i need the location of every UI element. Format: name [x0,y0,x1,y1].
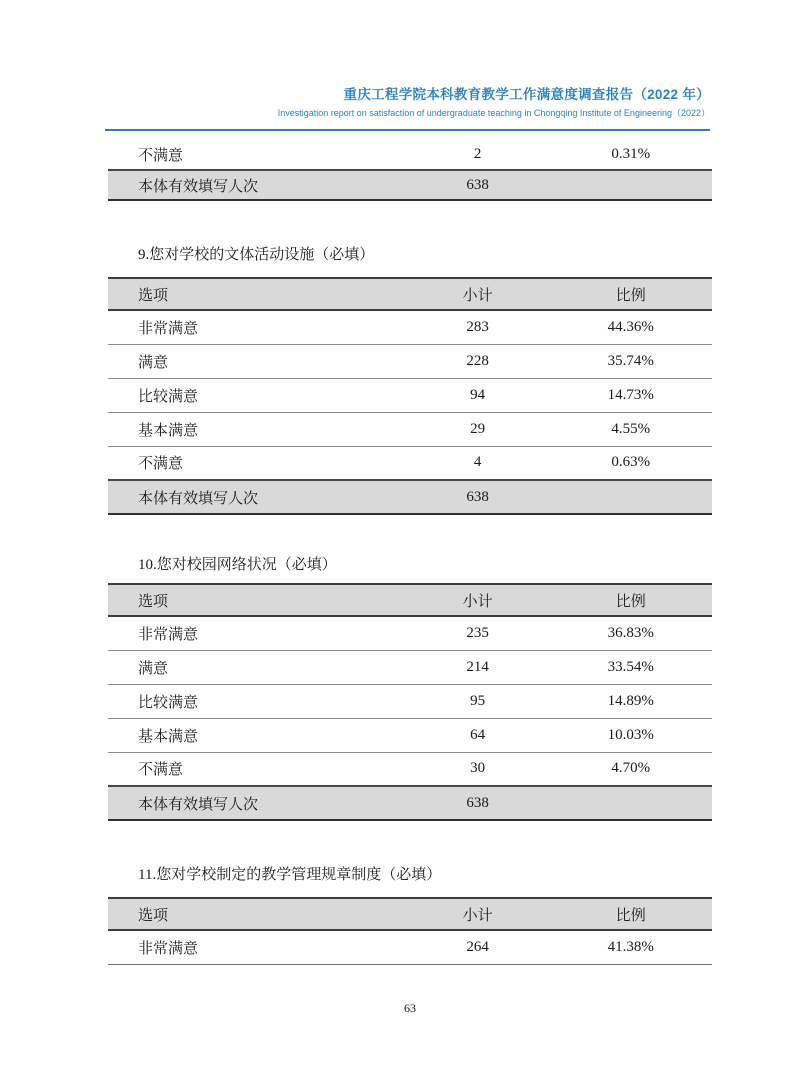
table-row [108,752,712,786]
column-header-percent: 比例 [550,584,712,616]
option-cell: 本体有效填写人次 [108,170,406,200]
count-cell: 95 [406,684,550,718]
count-cell: 235 [406,616,550,650]
page-number: 63 [404,1001,416,1015]
table-header-row [108,584,712,616]
column-header-count: 小计 [406,898,550,930]
count-cell: 264 [406,930,550,964]
option-cell: 非常满意 [108,930,406,964]
option-cell: 满意 [108,650,406,684]
report-title-en: Investigation report on satisfaction of undergraduate teaching in Chongqing Institute of Engineering（2022） [277,108,710,118]
column-header-option: 选项 [108,898,406,930]
question-title-11: 11.您对学校制定的教学管理规章制度（必填） [138,867,442,883]
count-cell: 638 [406,786,550,820]
table-total-row [108,786,712,820]
percent-cell [550,786,712,820]
count-cell: 94 [406,378,550,412]
percent-cell: 14.89% [550,684,712,718]
percent-cell: 14.73% [550,378,712,412]
table-row [108,930,712,964]
table-row [108,684,712,718]
option-cell: 不满意 [108,140,406,170]
option-cell: 比较满意 [108,378,406,412]
header-rule [105,129,710,131]
percent-cell: 41.38% [550,930,712,964]
count-cell: 283 [406,310,550,344]
table-total-row [108,170,712,200]
percent-cell [550,170,712,200]
option-cell: 比较满意 [108,684,406,718]
question-9-table [108,277,712,515]
question-10-table [108,583,712,821]
question-11-table [108,897,712,965]
percent-cell: 4.70% [550,752,712,786]
table-header-row [108,278,712,310]
column-header-option: 选项 [108,278,406,310]
table-row [108,412,712,446]
option-cell: 基本满意 [108,412,406,446]
question-title-10: 10.您对校园网络状况（必填） [138,557,337,573]
count-cell: 29 [406,412,550,446]
table-row [108,650,712,684]
question-title-9: 9.您对学校的文体活动设施（必填） [138,247,375,263]
table-total-row [108,480,712,514]
table-row [108,310,712,344]
option-cell: 非常满意 [108,616,406,650]
table-header-row [108,898,712,930]
table-row [108,378,712,412]
table-row [108,344,712,378]
percent-cell: 0.63% [550,446,712,480]
option-cell: 不满意 [108,752,406,786]
option-cell: 不满意 [108,446,406,480]
percent-cell: 0.31% [550,140,712,170]
option-cell: 基本满意 [108,718,406,752]
count-cell: 638 [406,480,550,514]
count-cell: 228 [406,344,550,378]
count-cell: 2 [406,140,550,170]
percent-cell: 10.03% [550,718,712,752]
percent-cell: 4.55% [550,412,712,446]
column-header-count: 小计 [406,584,550,616]
count-cell: 638 [406,170,550,200]
column-header-percent: 比例 [550,278,712,310]
percent-cell: 35.74% [550,344,712,378]
table-row [108,616,712,650]
table-row [108,446,712,480]
option-cell: 本体有效填写人次 [108,480,406,514]
count-cell: 214 [406,650,550,684]
table-row [108,140,712,170]
percent-cell: 33.54% [550,650,712,684]
table-row [108,718,712,752]
column-header-option: 选项 [108,584,406,616]
count-cell: 30 [406,752,550,786]
column-header-percent: 比例 [550,898,712,930]
option-cell: 非常满意 [108,310,406,344]
count-cell: 4 [406,446,550,480]
percent-cell: 44.36% [550,310,712,344]
percent-cell [550,480,712,514]
carryover-table [108,140,712,201]
percent-cell: 36.83% [550,616,712,650]
count-cell: 64 [406,718,550,752]
report-title-zh: 重庆工程学院本科教育教学工作满意度调查报告（2022 年） [343,87,710,102]
page-header [105,86,710,131]
column-header-count: 小计 [406,278,550,310]
option-cell: 满意 [108,344,406,378]
option-cell: 本体有效填写人次 [108,786,406,820]
